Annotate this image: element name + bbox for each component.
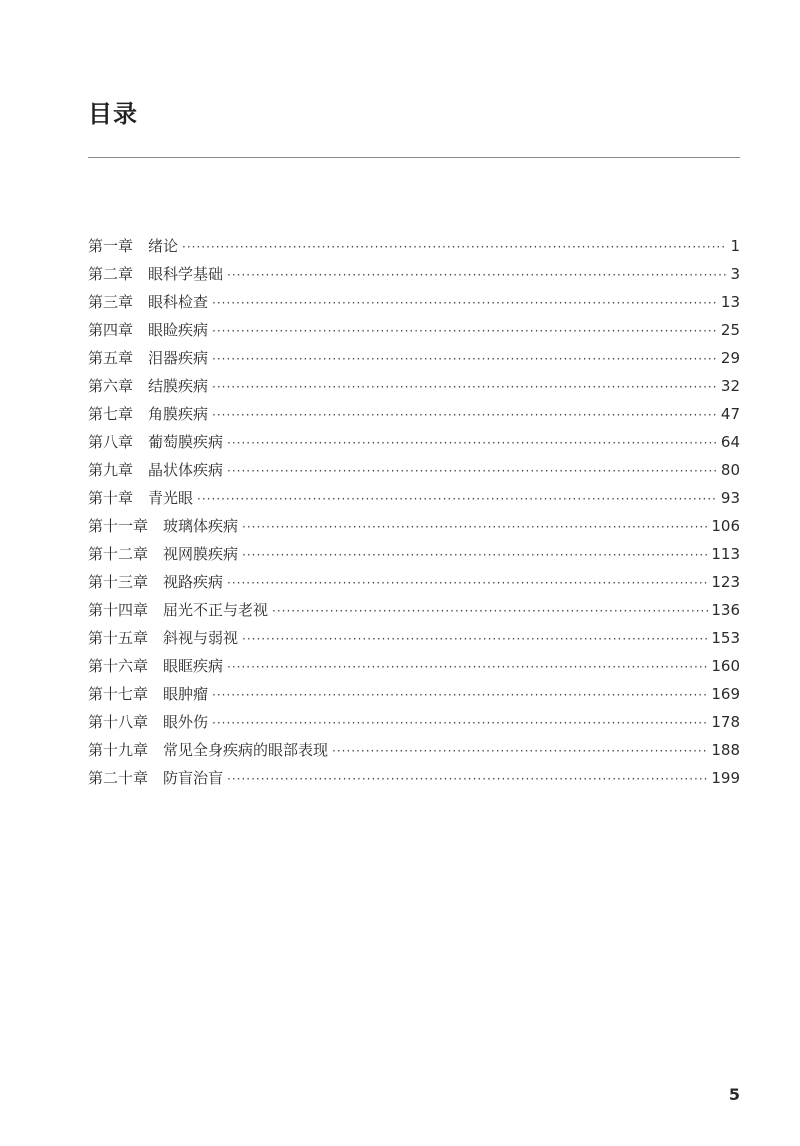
page-reference: 3 <box>730 265 740 283</box>
page-reference: 80 <box>720 461 740 479</box>
chapter-title: 防盲治盲 <box>163 769 224 787</box>
chapter-number: 第十六章 <box>88 657 149 675</box>
chapter-number: 第五章 <box>88 349 134 367</box>
dot-leader <box>242 541 708 569</box>
toc-entry[interactable] <box>88 428 740 456</box>
chapter-number: 第十九章 <box>88 741 149 759</box>
dot-leader <box>212 401 718 429</box>
chapter-title: 屈光不正与老视 <box>163 601 269 619</box>
toc-entry[interactable] <box>88 288 740 316</box>
dot-leader <box>227 457 718 485</box>
page-reference: 169 <box>711 685 740 703</box>
dot-leader <box>332 737 708 765</box>
dot-leader <box>197 485 718 513</box>
chapter-number: 第六章 <box>88 377 134 395</box>
page-reference: 13 <box>720 293 740 311</box>
page-reference: 106 <box>711 517 740 535</box>
toc-entry[interactable] <box>88 316 740 344</box>
toc-entry[interactable] <box>88 540 740 568</box>
dot-leader <box>212 317 718 345</box>
dot-leader <box>227 569 708 597</box>
chapter-number: 第十七章 <box>88 685 149 703</box>
page-reference: 29 <box>720 349 740 367</box>
dot-leader <box>227 261 727 289</box>
chapter-number: 第十四章 <box>88 601 149 619</box>
chapter-title: 视路疾病 <box>163 573 224 591</box>
chapter-title: 角膜疾病 <box>148 405 209 423</box>
toc-entry[interactable] <box>88 624 740 652</box>
chapter-title: 眼睑疾病 <box>148 321 209 339</box>
chapter-title: 眼科学基础 <box>148 265 224 283</box>
page-reference: 64 <box>720 433 740 451</box>
chapter-title: 视网膜疾病 <box>163 545 239 563</box>
chapter-number: 第十三章 <box>88 573 149 591</box>
dot-leader <box>212 709 708 737</box>
chapter-number: 第三章 <box>88 293 134 311</box>
page-reference: 93 <box>720 489 740 507</box>
chapter-title: 常见全身疾病的眼部表现 <box>163 741 329 759</box>
toc-entry[interactable] <box>88 736 740 764</box>
toc-entry[interactable] <box>88 680 740 708</box>
chapter-number: 第十二章 <box>88 545 149 563</box>
chapter-title: 眼外伤 <box>163 713 209 731</box>
chapter-title: 斜视与弱视 <box>163 629 239 647</box>
chapter-number: 第九章 <box>88 461 134 479</box>
page-reference: 32 <box>720 377 740 395</box>
chapter-number: 第四章 <box>88 321 134 339</box>
dot-leader <box>227 653 708 681</box>
page-reference: 47 <box>720 405 740 423</box>
chapter-title: 眼肿瘤 <box>163 685 209 703</box>
dot-leader <box>242 513 708 541</box>
page-reference: 136 <box>711 601 740 619</box>
chapter-number: 第一章 <box>88 237 134 255</box>
table-of-contents <box>88 232 740 792</box>
toc-entry[interactable] <box>88 344 740 372</box>
page-reference: 199 <box>711 769 740 787</box>
toc-entry[interactable] <box>88 232 740 260</box>
dot-leader <box>272 597 708 625</box>
chapter-title: 青光眼 <box>148 489 194 507</box>
page-number: 5 <box>728 1085 740 1104</box>
chapter-title: 玻璃体疾病 <box>163 517 239 535</box>
page-reference: 178 <box>711 713 740 731</box>
toc-entry[interactable] <box>88 484 740 512</box>
page-reference: 123 <box>711 573 740 591</box>
dot-leader <box>242 625 708 653</box>
chapter-title: 晶状体疾病 <box>148 461 224 479</box>
chapter-number: 第十一章 <box>88 517 149 535</box>
dot-leader <box>212 345 718 373</box>
toc-entry[interactable] <box>88 568 740 596</box>
toc-entry[interactable] <box>88 764 740 792</box>
toc-entry[interactable] <box>88 652 740 680</box>
toc-entry[interactable] <box>88 400 740 428</box>
toc-entry[interactable] <box>88 372 740 400</box>
dot-leader <box>212 373 718 401</box>
chapter-title: 眼眶疾病 <box>163 657 224 675</box>
dot-leader <box>182 233 727 261</box>
page-reference: 1 <box>730 237 740 255</box>
chapter-title: 葡萄膜疾病 <box>148 433 224 451</box>
toc-entry[interactable] <box>88 456 740 484</box>
toc-entry[interactable] <box>88 708 740 736</box>
chapter-number: 第七章 <box>88 405 134 423</box>
dot-leader <box>212 289 718 317</box>
toc-entry[interactable] <box>88 596 740 624</box>
page-reference: 113 <box>711 545 740 563</box>
chapter-number: 第十五章 <box>88 629 149 647</box>
title-divider <box>88 157 740 158</box>
chapter-number: 第十八章 <box>88 713 149 731</box>
toc-entry[interactable] <box>88 260 740 288</box>
dot-leader <box>212 681 708 709</box>
chapter-number: 第二十章 <box>88 769 149 787</box>
chapter-title: 泪器疾病 <box>148 349 209 367</box>
page-reference: 153 <box>711 629 740 647</box>
dot-leader <box>227 429 718 457</box>
page-reference: 160 <box>711 657 740 675</box>
chapter-number: 第十章 <box>88 489 134 507</box>
chapter-title: 眼科检查 <box>148 293 209 311</box>
chapter-title: 结膜疾病 <box>148 377 209 395</box>
page-reference: 188 <box>711 741 740 759</box>
page-reference: 25 <box>720 321 740 339</box>
chapter-number: 第二章 <box>88 265 134 283</box>
dot-leader <box>227 765 708 793</box>
page-title: 目录 <box>88 100 138 128</box>
toc-entry[interactable] <box>88 512 740 540</box>
chapter-title: 绪论 <box>148 237 179 255</box>
chapter-number: 第八章 <box>88 433 134 451</box>
